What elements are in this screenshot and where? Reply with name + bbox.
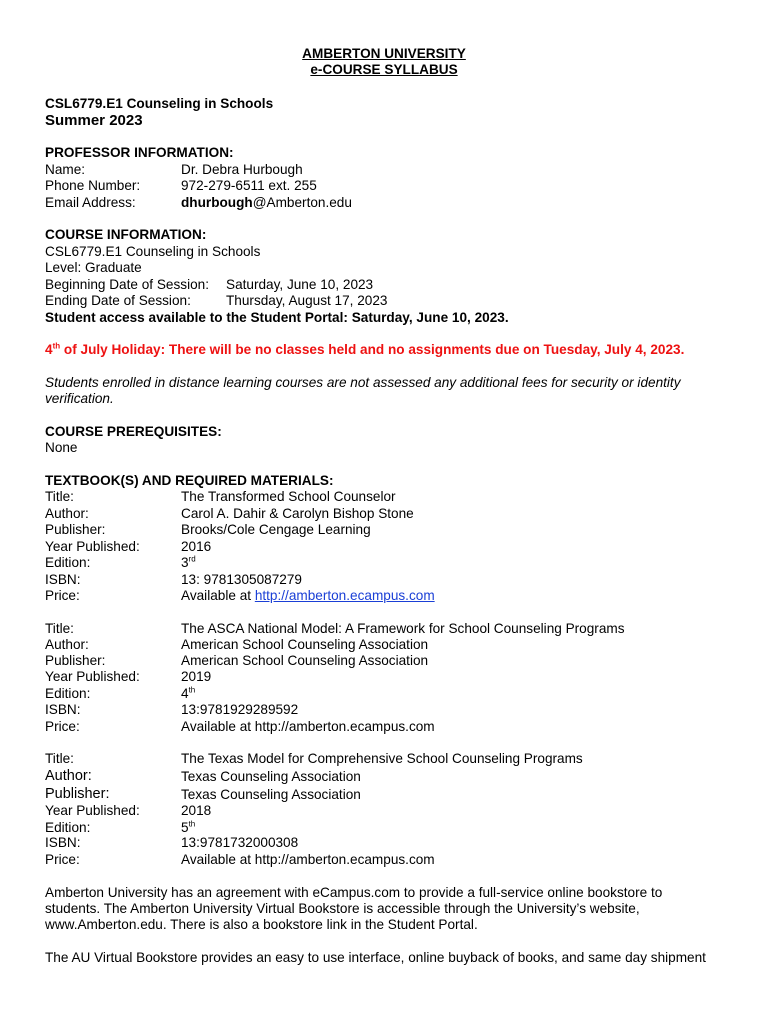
begin-label: Beginning Date of Session: bbox=[45, 277, 209, 292]
professor-phone: 972-279-6511 ext. 255 bbox=[181, 178, 317, 193]
book1-edition bbox=[181, 555, 196, 571]
book2-edition-num: 4 bbox=[181, 686, 189, 701]
course-info-course: CSL6779.E1 Counseling in Schools bbox=[45, 244, 261, 259]
book3-title: The Texas Model for Comprehensive School Counseling Programs bbox=[181, 751, 583, 766]
book2-author-label: Author: bbox=[45, 637, 89, 652]
book2-price: Available at http://amberton.ecampus.com bbox=[181, 719, 435, 734]
term: Summer 2023 bbox=[45, 112, 143, 129]
course-info-heading: COURSE INFORMATION: bbox=[45, 227, 207, 242]
book1-edition-sup: rd bbox=[188, 554, 196, 564]
holiday-sup: th bbox=[52, 341, 61, 351]
book1-title: The Transformed School Counselor bbox=[181, 489, 396, 504]
book2-year: 2019 bbox=[181, 669, 212, 684]
book3-publisher-label: Publisher: bbox=[45, 786, 110, 802]
end-date: Thursday, August 17, 2023 bbox=[226, 293, 388, 308]
book2-author: American School Counseling Association bbox=[181, 637, 429, 652]
portal-access: Student access available to the Student Portal: Saturday, June 10, 2023. bbox=[45, 310, 509, 325]
book2-edition-label: Edition: bbox=[45, 686, 91, 701]
ecampus-link[interactable]: http://amberton.ecampus.com bbox=[254, 588, 435, 603]
book2-isbn-label: ISBN: bbox=[45, 702, 81, 717]
end-label: Ending Date of Session: bbox=[45, 293, 191, 308]
bookstore-p1-line1: Amberton University has an agreement with eCampus.com to provide a full-service online bookstore to bbox=[45, 885, 663, 900]
professor-heading: PROFESSOR INFORMATION: bbox=[45, 145, 234, 160]
book1-author: Carol A. Dahir & Carolyn Bishop Stone bbox=[181, 506, 414, 521]
holiday-num: 4 bbox=[45, 342, 53, 357]
course-level: Level: Graduate bbox=[45, 260, 142, 275]
email-domain: @Amberton.edu bbox=[252, 195, 352, 210]
professor-email bbox=[181, 195, 352, 211]
book1-edition-num: 3 bbox=[181, 555, 189, 570]
book3-isbn: 13:9781732000308 bbox=[181, 835, 299, 850]
book3-edition-sup: th bbox=[188, 819, 196, 829]
book3-year-label: Year Published: bbox=[45, 803, 140, 818]
book3-isbn-label: ISBN: bbox=[45, 835, 81, 850]
prereq-heading: COURSE PREREQUISITES: bbox=[45, 424, 222, 439]
professor-name: Dr. Debra Hurbough bbox=[181, 162, 303, 177]
book3-year: 2018 bbox=[181, 803, 212, 818]
bookstore-p1-line2: students. The Amberton University Virtual Bookstore is accessible through the University’s website, bbox=[45, 901, 640, 916]
book2-title: The ASCA National Model: A Framework for School Counseling Programs bbox=[181, 621, 625, 636]
book2-publisher-label: Publisher: bbox=[45, 653, 106, 668]
begin-date: Saturday, June 10, 2023 bbox=[226, 277, 374, 292]
bookstore-p2-line1: The AU Virtual Bookstore provides an easy to use interface, online buyback of books, and same day shipment bbox=[45, 950, 706, 965]
phone-label: Phone Number: bbox=[45, 178, 141, 193]
book1-isbn-label: ISBN: bbox=[45, 572, 81, 587]
book2-title-label: Title: bbox=[45, 621, 74, 636]
prereq-value: None bbox=[45, 440, 78, 455]
book1-edition-label: Edition: bbox=[45, 555, 91, 570]
book1-publisher: Brooks/Cole Cengage Learning bbox=[181, 522, 371, 537]
book3-author-label: Author: bbox=[45, 768, 92, 784]
email-user: dhurbough bbox=[181, 195, 253, 210]
book2-edition bbox=[181, 686, 195, 702]
book3-price-label: Price: bbox=[45, 852, 80, 867]
book3-publisher: Texas Counseling Association bbox=[181, 787, 361, 802]
book1-author-label: Author: bbox=[45, 506, 89, 521]
book1-price-prefix: Available at bbox=[181, 588, 255, 603]
book3-title-label: Title: bbox=[45, 751, 74, 766]
book1-publisher-label: Publisher: bbox=[45, 522, 106, 537]
book3-edition bbox=[181, 820, 195, 836]
book1-year-label: Year Published: bbox=[45, 539, 140, 554]
holiday-notice bbox=[45, 342, 684, 358]
book2-price-label: Price: bbox=[45, 719, 80, 734]
fees-note-line1: Students enrolled in distance learning courses are not assessed any additional fees for security or identity bbox=[45, 375, 681, 390]
course-title: CSL6779.E1 Counseling in Schools bbox=[45, 96, 274, 111]
holiday-text: of July Holiday: There will be no classes held and no assignments due on Tuesday, July 4, 2023. bbox=[60, 342, 685, 357]
book1-title-label: Title: bbox=[45, 489, 74, 504]
university-name: AMBERTON UNIVERSITY bbox=[302, 46, 466, 61]
bookstore-p1-line3: www.Amberton.edu. There is also a bookstore link in the Student Portal. bbox=[45, 917, 478, 932]
book1-price bbox=[181, 588, 435, 604]
fees-note-line2: verification. bbox=[45, 391, 114, 406]
book1-price-label: Price: bbox=[45, 588, 80, 603]
book3-edition-label: Edition: bbox=[45, 820, 91, 835]
email-label: Email Address: bbox=[45, 195, 136, 210]
book1-isbn: 13: 9781305087279 bbox=[181, 572, 302, 587]
textbooks-heading: TEXTBOOK(S) AND REQUIRED MATERIALS: bbox=[45, 473, 334, 488]
book1-year: 2016 bbox=[181, 539, 212, 554]
syllabus-title: e-COURSE SYLLABUS bbox=[310, 62, 458, 77]
book3-author: Texas Counseling Association bbox=[181, 769, 361, 784]
book2-publisher: American School Counseling Association bbox=[181, 653, 429, 668]
book2-year-label: Year Published: bbox=[45, 669, 140, 684]
book2-edition-sup: th bbox=[188, 685, 196, 695]
book3-price: Available at http://amberton.ecampus.com bbox=[181, 852, 435, 867]
book2-isbn: 13:9781929289592 bbox=[181, 702, 299, 717]
book3-edition-num: 5 bbox=[181, 820, 189, 835]
name-label: Name: bbox=[45, 162, 86, 177]
